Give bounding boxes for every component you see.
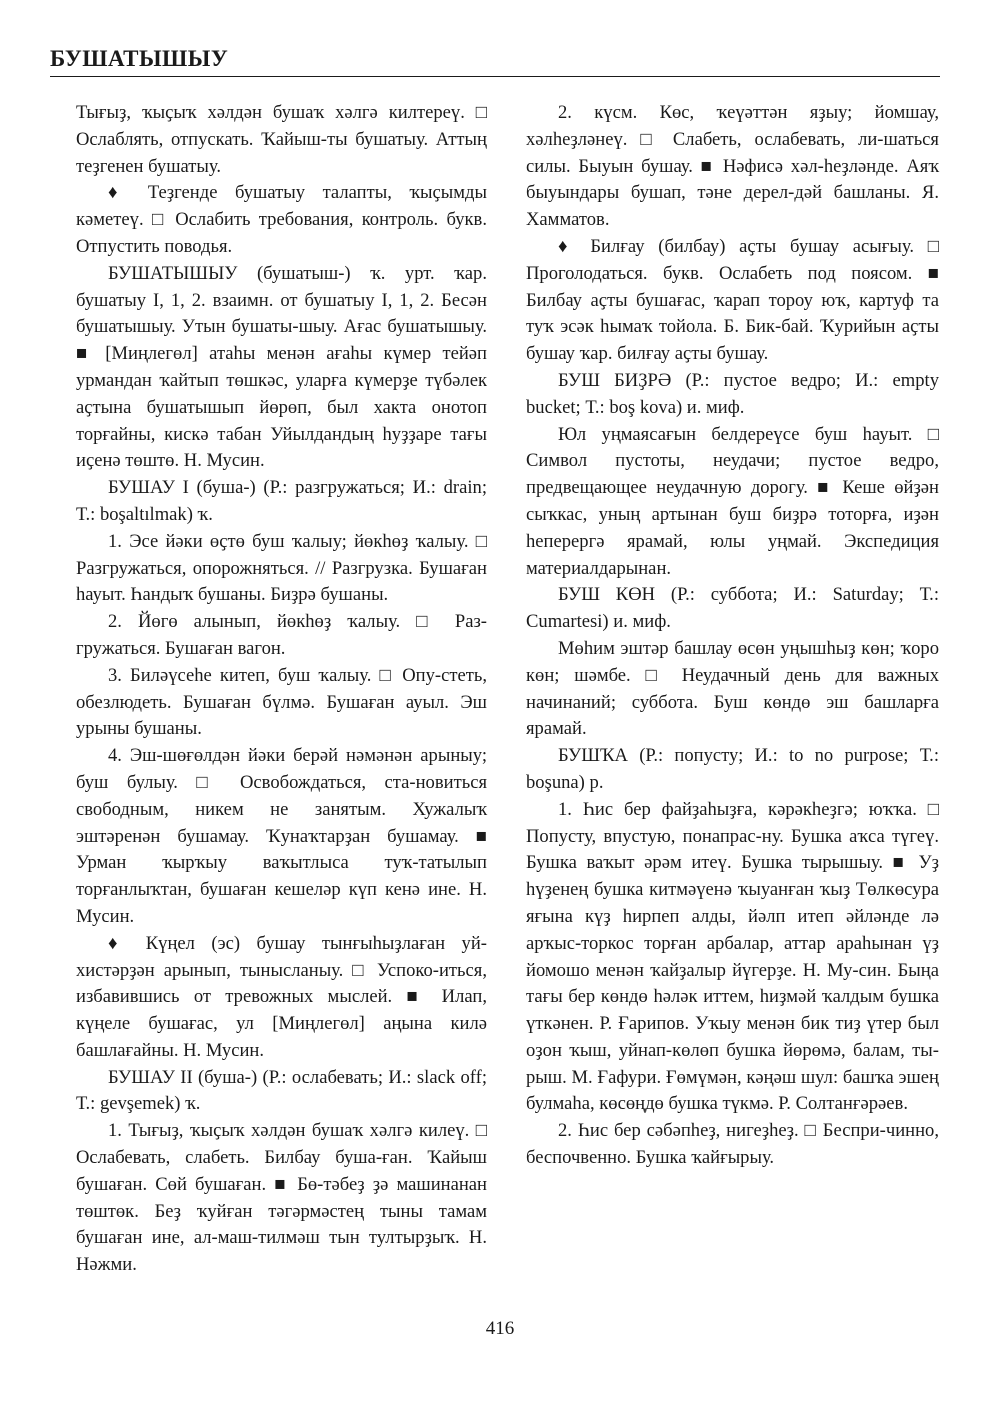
right-column — [526, 100, 939, 1172]
entry-paragraph: БУШАУ II (буша-) (Р.: ослабевать; И.: slack off; Т.: gevşemek) ҡ. — [76, 1066, 487, 1115]
page-number: 416 — [485, 1318, 515, 1339]
entry-paragraph: Мөһим эштәр башлау өсөн уңышһыҙ көн; ҡоро көн; шәмбе. □ Неудачный день для важных начинаний; суббота. Буш көндө эш башларға ярамай. — [526, 637, 939, 740]
entry-paragraph: 4. Эш-шөғөлдән йәки берәй нәмәнән арыныу; буш булыу. □ Освобождаться, ста-новиться свободным, никем не занятым. Хужалыҡ эштәренән бушамау. Ҡунаҡтарҙан бушамау. ■ Урман ҡырҡыу ваҡытлыса туҡ-татылып торғанлыҡтан, бушаған кешеләр күп кенә ине. Н. Мусин. — [76, 745, 487, 927]
running-head: БУШАТЫШЫУ — [50, 46, 229, 71]
entry-paragraph: БУШҠА (Р.: попусту; И.: to no purpose; Т.: boşuna) р. — [526, 745, 939, 793]
entry-paragraph: 2. Йөгө алынып, йөкһөҙ ҡалыу. □ Раз-гружаться. Бушаған вагон. — [76, 611, 487, 659]
entry-paragraph: ♦ Билғау (билбау) аҫты бушау асығыу. □ Проголодаться. букв. Ослабеть под поясом. ■ Билбау аҫты бушағас, ҡарап тороу юҡ, картуф та туҡ эсәк һымаҡ тойола. Б. Бик-бай. Ҡурийын аҫты бушау ҡар. билғау аҫты бушау. — [526, 235, 939, 365]
entry-paragraph: БУШ БИҘРӘ (Р.: пустое ведро; И.: empty bucket; Т.: boş kova) и. миф. — [526, 369, 939, 418]
entry-paragraph: 1. Һис бер файҙаһыҙға, кәрәкһеҙгә; юҡҡа. □ Попусту, впустую, понапрас-ну. Бушка аҡса түгеү. Бушка ваҡыт әрәм итеү. Бушка тырышыу. ■ Уҙ һүҙенең бушка китмәүенә ҡыуанған ҡыҙ Төлкөсура яғына күҙ һирпеп алды, йәлп итеп әйләнде лә арҡыс-торкос торған арбалар, аттар араһынан үҙ йомошо менән ҡайҙалыр йүгерҙе. Н. Му-син. Быңа тағы бер көндө һәләк иттем, һиҙмәй ҡалдым бушка үткәнен. Р. Ғарипов. Уҡыу менән бик тиҙ үтер был оҙон ҡыш, уйнап-көлөп бушка йөрөмә, балам, ты-рыш. М. Ғафури. Ғөмүмән, кәңәш шул: башҡа эшең булмаһа, көсөңдө бушка түкмә. Р. Солтанғәрәев. — [526, 798, 939, 1115]
entry-paragraph: 3. Биләүсеһе китеп, буш ҡалыу. □ Опу-стеть, обезлюдеть. Бушаған бүлмә. Бушаған ауыл. Эш урыны бушаны. — [76, 664, 487, 740]
entry-paragraph: ♦ Теҙгенде бушатыу талапты, ҡыҫымды кәметеү. □ Ослабить требования, контроль. букв. Отпустить поводья. — [76, 182, 487, 257]
entry-paragraph: БУШАТЫШЫУ (бушатыш-) ҡ. урт. ҡар. бушатыу I, 1, 2. взаимн. от бушатыу I, 1, 2. Бесән бушатышыу. Утын бушаты-шыу. Ағас бушатышыу. ■ [Миңлегөл] атаһы менән ағаһы күмер тейәп урмандан ҡайтып төшкәс, уларға күмерҙе түбәлек аҫтына бушатышып йөрөп, был хакта онотоп торғайны, кискә табан Уйылдандың һуҙҙаре тағы иҫенә төштө. Н. Мусин. — [76, 262, 487, 472]
entry-paragraph: ♦ Күңел (эс) бушау тынғыһыҙлаған уй-хистәрҙән арынып, тынысланыу. □ Успоко-иться, избавившись от тревожных мыслей. ■ Илап, күңеле бушағас, ул [Миңлегөл] аңына килә башлағайны. Н. Мусин. — [76, 932, 487, 1061]
entry-paragraph: Тығыҙ, ҡыҫыҡ хәлдән бушаҡ хәлгә килтереү. □ Ослаблять, отпускать. Ҡайыш-ты бушатыу. Аттың теҙгенен бушатыу. — [76, 102, 487, 177]
entry-paragraph: БУШ КӨН (Р.: суббота; И.: Saturday; Т.: Cumartesi) и. миф. — [526, 584, 939, 633]
entry-paragraph: 1. Эсе йәки өҫтө буш ҡалыу; йөкһөҙ ҡалыу. □ Разгружаться, опорожняться. // Разгрузка. Бушаған һауыт. Һандыҡ бушаны. Биҙрә бушаны. — [76, 530, 487, 606]
entry-paragraph: Юл уңмаясағын белдереүсе буш һауыт. □ Символ пустоты, неудачи; пустое ведро, предвещающее неудачную дорогу. ■ Кеше өйҙән сыҡкас, уның артынан буш биҙрә тоторға, иҙән һеперергә ярамай, юлы уңмай. Экспедиция материалдарынан. — [526, 423, 939, 579]
entry-paragraph: 1. Тығыҙ, ҡыҫыҡ хәлдән бушаҡ хәлгә килеү. □ Ослабевать, слабеть. Билбау буша-ған. Ҡайыш бушаған. Сөй бушаған. ■ Бө-тәбеҙ ҙә машинанан төштөк. Беҙ ҡуйған тәгәрмәстең тыны тамам бушаған ине, ал-маш-тилмәш тын тултырҙыҡ. Н. Нәжми. — [76, 1120, 487, 1276]
left-column — [76, 100, 487, 1279]
header-rule — [50, 76, 940, 77]
entry-paragraph: 2. Һис бер сәбәпһеҙ, нигеҙһеҙ. □ Беспри-чинно, беспочвенно. Бушка ҡайғырыу. — [526, 1120, 939, 1169]
entry-paragraph: БУШАУ I (буша-) (Р.: разгружаться; И.: drain; Т.: boşaltılmak) ҡ. — [76, 477, 487, 525]
entry-paragraph: 2. күсм. Көс, ҡеүәттән яҙыу; йомшау, хәлһеҙләнеү. □ Слабеть, ослабевать, ли-шаться силы. Быуын бушау. ■ Нәфисә хәл-һеҙләнде. Аяҡ быуындары бушап, тәне дерел-дәй башланы. Я. Хамматов. — [526, 102, 939, 231]
